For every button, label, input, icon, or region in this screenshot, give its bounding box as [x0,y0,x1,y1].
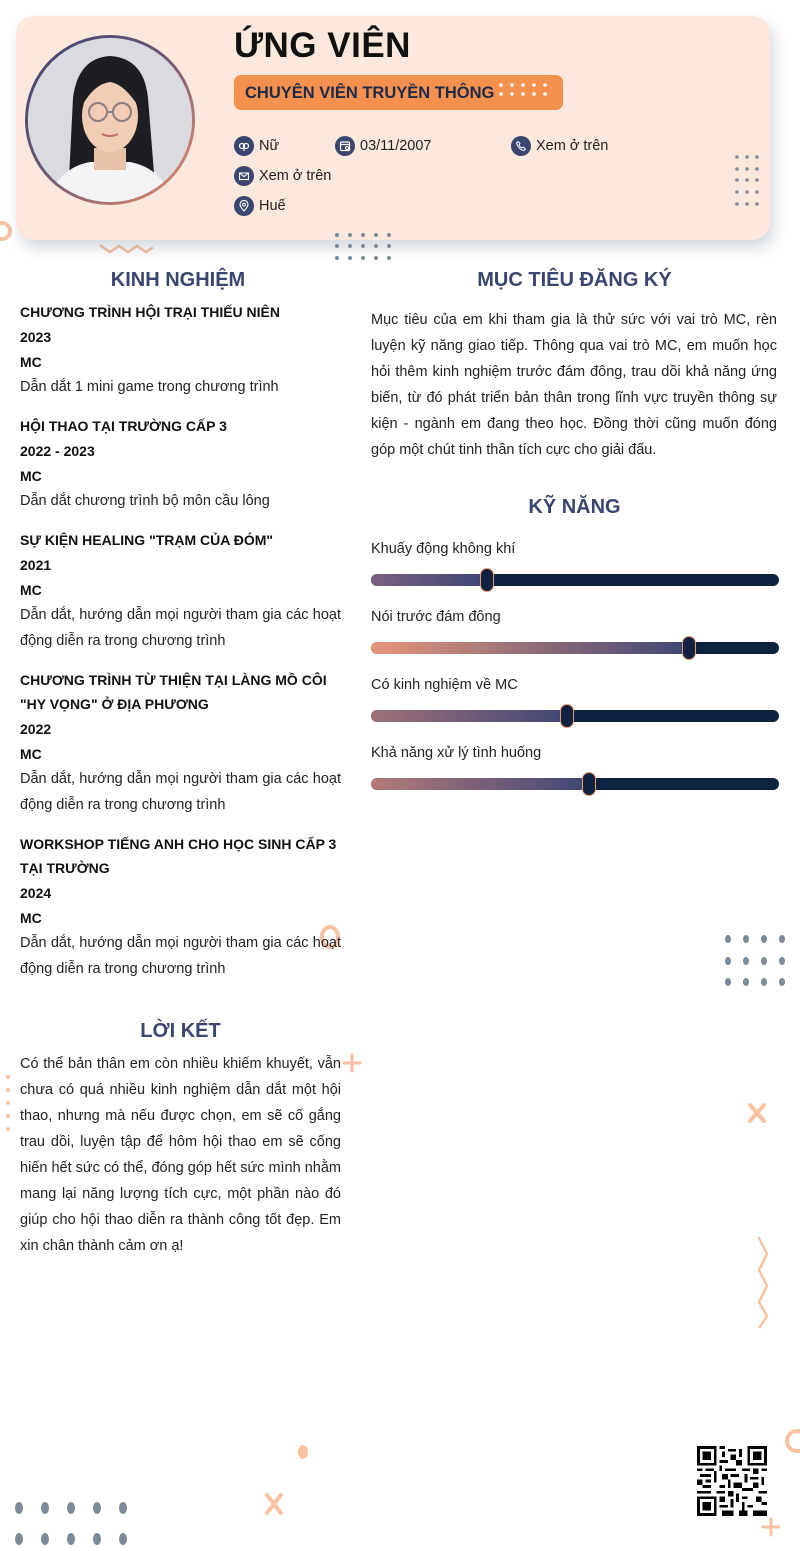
gender-icon [234,136,254,156]
gender-value: Nữ [259,138,280,154]
dot-column-decoration [6,1075,10,1131]
info-gender [234,136,279,156]
qr-code [697,1446,767,1516]
skill-item [371,745,779,813]
skill-label: Khả năng xử lý tình huống [371,745,542,761]
experience-item [20,300,341,400]
position-title: CHUYÊN VIÊN TRUYỀN THÔNG [245,84,495,102]
info-address [234,196,286,216]
experience-role: MC [20,468,42,484]
avatar [28,38,192,202]
ring-decoration [787,1431,800,1451]
plus-decoration [344,1055,360,1071]
skill-fill [371,574,487,586]
address-value: Huế [259,198,286,214]
location-pin-icon [234,196,254,216]
skill-item [371,541,779,609]
skill-level-handle[interactable] [582,772,596,796]
experience-desc: Dẫn dắt, hướng dẫn mọi người tham gia các hoạt động diễn ra trong chương trình [20,771,341,813]
email-icon [234,166,254,186]
birthday-value: 03/11/2007 [360,138,432,154]
skills-title: KỸ NĂNG [528,496,621,518]
experience-role: MC [20,746,42,762]
skill-label: Nói trước đám đông [371,609,501,625]
objective-text: Mục tiêu của em khi tham gia là thử sức với vai trò MC, rèn luyện kỹ năng giao tiếp. Thông qua vai trò MC, em muốn học hỏi thêm kinh nghiệm trước đám đông, trau dồi khả năng ứng biến, từ đó phát triển bản thân trong lĩnh vực truyền thông sự kiện - ngành em đang theo học. Đồng thời cũng muốn đóng góp một chút tinh thần tích cực cho giải đấu. [371,312,777,458]
calendar-icon [335,136,355,156]
email-value: Xem ở trên [259,168,332,184]
dot-grid-decoration [730,150,766,210]
zigzag-decoration [759,1238,767,1327]
experience-name: CHƯƠNG TRÌNH HỘI TRẠI THIẾU NIÊN [20,304,280,320]
experience-time: 2022 - 2023 [20,443,95,459]
experience-time: 2021 [20,557,52,573]
skill-fill [371,642,689,654]
experience-item [20,414,341,514]
dot-grid-decoration [15,1502,127,1545]
skill-fill [371,778,589,790]
experience-list [20,300,341,982]
experience-time: 2022 [20,721,52,737]
objective-title: MỤC TIÊU ĐĂNG KÝ [477,269,672,291]
experience-desc: Dẫn dắt, hướng dẫn mọi người tham gia các hoạt động diễn ra trong chương trình [20,935,341,977]
experience-item [20,528,341,654]
experience-title: KINH NGHIỆM [110,269,246,291]
info-email [234,166,331,186]
zigzag-decoration [101,246,152,252]
x-decoration [267,1495,281,1513]
closing-title: LỜI KẾT [140,1020,221,1042]
experience-time: 2024 [20,885,52,901]
experience-desc: Dẫn dắt, hướng dẫn mọi người tham gia các hoạt động diễn ra trong chương trình [20,607,341,649]
experience-name: CHƯƠNG TRÌNH TỪ THIỆN TẠI LÀNG MỒ CÔI "HY VỌNG" Ở ĐỊA PHƯƠNG [20,672,327,712]
dot-grid-decoration [725,935,785,986]
skill-level-handle[interactable] [560,704,574,728]
ring-decoration [0,223,10,239]
experience-time: 2023 [20,329,52,345]
experience-desc: Dẫn dắt 1 mini game trong chương trình [20,379,279,395]
plus-decoration [763,1519,779,1535]
dot-decoration [298,1445,308,1459]
info-phone [511,136,608,156]
skill-item [371,609,779,677]
candidate-name: ỨNG VIÊN [234,26,411,65]
info-birthday [335,136,432,156]
phone-icon [511,136,531,156]
experience-item [20,668,341,818]
experience-item [20,832,341,982]
dot-grid-decoration [330,228,396,264]
experience-name: SỰ KIỆN HEALING "TRẠM CỦA ĐÓM" [20,532,274,548]
experience-name: HỘI THAO TẠI TRƯỜNG CẤP 3 [20,418,227,434]
skill-label: Khuấy động không khí [371,541,516,557]
skill-item [371,677,779,745]
closing-text: Có thể bản thân em còn nhiều khiếm khuyết, vẫn chưa có quá nhiều kinh nghiệm dẫn dắt một hội thao, nhưng mà nếu được chọn, em sẽ cố gắng trau dồi, luyện tập để hôm hội thao em sẽ cống hiến hết sức có thể, đóng góp hết sức mình nhằm mang lại năng lượng tích cực, một phần nào đó giúp cho hội thao diễn ra thành công tốt đẹp. Em xin chân thành cảm ơn ạ! [20,1056,341,1254]
skills-list [371,541,779,813]
skill-fill [371,710,567,722]
experience-desc: Dẫn dắt chương trình bộ môn cầu lông [20,493,270,509]
badge-dots-decoration [497,80,553,102]
phone-value: Xem ở trên [536,138,609,154]
x-decoration [750,1105,764,1121]
experience-role: MC [20,354,42,370]
experience-role: MC [20,582,42,598]
skill-level-handle[interactable] [682,636,696,660]
skill-level-handle[interactable] [480,568,494,592]
experience-role: MC [20,910,42,926]
avatar-photo-illustration [28,38,192,202]
experience-name: WORKSHOP TIẾNG ANH CHO HỌC SINH CẤP 3 TẠI TRƯỜNG [20,836,337,876]
skill-label: Có kinh nghiệm về MC [371,677,518,693]
